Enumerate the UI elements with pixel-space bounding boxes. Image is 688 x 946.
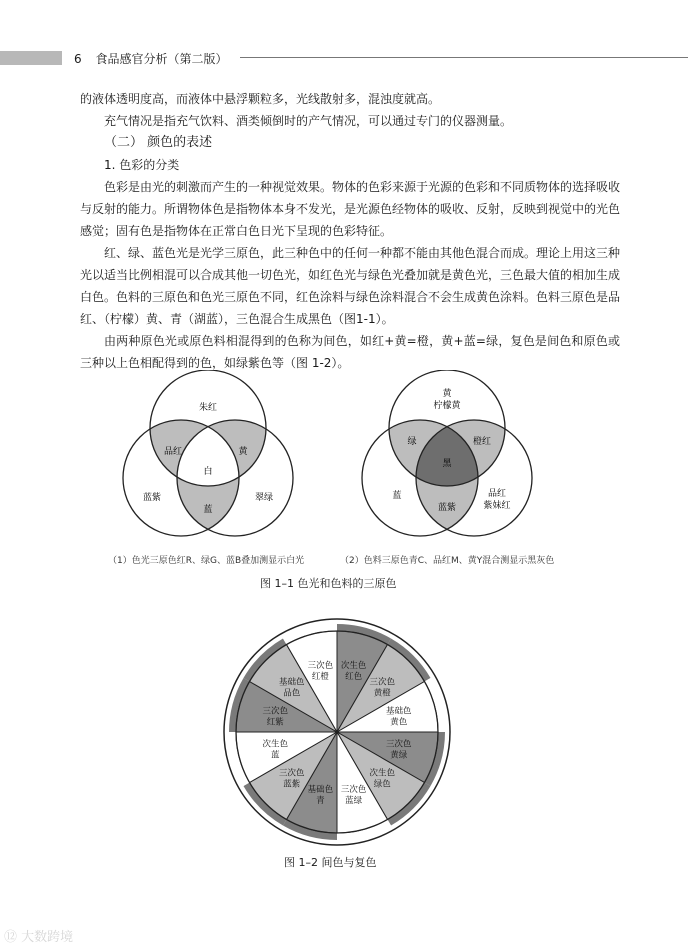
watermark: ⑫ 大数跨境 bbox=[4, 930, 74, 945]
wheel-segment-label: 红紫 bbox=[266, 717, 284, 728]
wheel-segment-label: 次生色 bbox=[262, 739, 288, 750]
wheel-segment-label: 品色 bbox=[283, 688, 301, 699]
wheel-segment-label: 次生色 bbox=[340, 661, 367, 672]
paragraph: 由两种原色光或原色料相混得到的色称为间色，如红+黄=橙，黄+蓝=绿，复色是间色和原色或三种以上色相配得到的色，如绿紫色等（图 1-2）。 bbox=[80, 334, 620, 370]
page-number: 6 bbox=[74, 52, 82, 66]
wheel-segment-label: 三次色 bbox=[386, 739, 412, 750]
wheel-segment-label: 蓝紫 bbox=[283, 779, 301, 790]
venn-label: 紫妹红 bbox=[483, 501, 511, 511]
venn-label: 白 bbox=[203, 467, 213, 477]
color-wheel bbox=[222, 617, 452, 847]
wheel-segment-label: 红色 bbox=[345, 672, 363, 683]
paragraph: 红、绿、蓝色光是光学三原色，此三种色中的任何一种都不能由其他色混合而成。理论上用这三种光以适当比例相混可以合成其他一切色光，如红色光与绿色光叠加就是黄色光，三色最大值的相加生成白色。色料的三原色和色光三原色不同，红色涂料与绿色涂料混合不会生成黄色涂料。色料三原色是品红、（柠檬）黄、青（湖蓝），三色混合生成黑色（图1-1）。 bbox=[80, 246, 621, 326]
section-heading: （二） 颜色的表述 bbox=[104, 135, 213, 150]
wheel-segment-label: 三次色 bbox=[369, 677, 396, 688]
wheel-segment-label: 三次色 bbox=[278, 768, 305, 779]
venn-label: 翠绿 bbox=[254, 493, 274, 503]
venn-label: 绿 bbox=[407, 437, 417, 447]
venn-caption-left: （1）色光三原色红R、绿G、蓝B叠加测显示白光 bbox=[108, 556, 305, 566]
venn-label: 蓝 bbox=[203, 505, 213, 515]
figure-1-1-caption: 图 1–1 色光和色料的三原色 bbox=[260, 577, 397, 590]
page-header bbox=[74, 50, 227, 67]
venn-label: 品红 bbox=[163, 447, 183, 457]
paragraph: 充气情况是指充气饮料、酒类倾倒时的产气情况，可以通过专门的仪器测量。 bbox=[104, 114, 513, 128]
venn-label: 蓝紫 bbox=[142, 493, 162, 503]
figure-1-2-caption: 图 1–2 间色与复色 bbox=[284, 856, 377, 869]
wheel-segment-label: 基础色 bbox=[386, 706, 412, 717]
venn-label: 品红 bbox=[487, 489, 507, 499]
book-title: 食品感官分析（第二版） bbox=[95, 52, 228, 66]
header-rule bbox=[240, 57, 688, 58]
body-text bbox=[80, 88, 620, 374]
wheel-segment-label: 次生色 bbox=[369, 768, 396, 779]
paragraph: 色彩是由光的刺激而产生的一种视觉效果。物体的色彩来源于光源的色彩和不同质物体的选择吸收与反射的能力。所谓物体色是指物体本身不发光，是光源色经物体的吸收、反射，反映到视觉中的光色感觉；固有色是指物体在正常白色日光下呈现的色彩特征。 bbox=[80, 180, 621, 238]
venn-label: 柠檬黄 bbox=[433, 401, 461, 411]
wheel-segment-label: 青 bbox=[316, 795, 325, 806]
venn-caption-right: （2）色料三原色青C、品红M、黄Y混合测显示黑灰色 bbox=[340, 556, 555, 566]
wheel-segment-label: 蓝绿 bbox=[345, 795, 363, 806]
venn-label: 蓝 bbox=[392, 491, 402, 501]
wheel-segment-label: 基础色 bbox=[278, 677, 305, 688]
venn-label: 橙红 bbox=[472, 437, 492, 447]
wheel-segment-label: 三次色 bbox=[340, 784, 367, 795]
venn-label: 黑 bbox=[442, 459, 452, 469]
wheel-segment-label: 绿色 bbox=[373, 779, 391, 790]
venn-label: 黄 bbox=[442, 389, 452, 399]
venn-light-primaries bbox=[123, 370, 293, 536]
wheel-segment-label: 红橙 bbox=[311, 672, 329, 683]
venn-label: 朱红 bbox=[198, 403, 218, 413]
wheel-segment-label: 黄色 bbox=[390, 717, 408, 728]
wheel-segment-label: 黄绿 bbox=[390, 750, 408, 761]
venn-label: 蓝紫 bbox=[437, 503, 457, 513]
figure-1-1 bbox=[0, 370, 688, 610]
wheel-segment-label: 基础色 bbox=[307, 784, 334, 795]
wheel-segments bbox=[236, 631, 438, 833]
wheel-segment-label: 黄橙 bbox=[373, 688, 391, 699]
wheel-segment-label: 三次色 bbox=[262, 706, 288, 717]
sub-heading: 1. 色彩的分类 bbox=[104, 158, 180, 172]
wheel-segment-label: 蓝 bbox=[270, 750, 280, 761]
wheel-segment-label: 三次色 bbox=[307, 661, 334, 672]
paragraph: 的液体透明度高，而液体中悬浮颗粒多，光线散射多，混浊度就高。 bbox=[80, 92, 441, 106]
venn-pigment-primaries bbox=[362, 370, 532, 536]
header-accent-bar bbox=[0, 51, 62, 65]
venn-label: 黄 bbox=[238, 447, 248, 457]
